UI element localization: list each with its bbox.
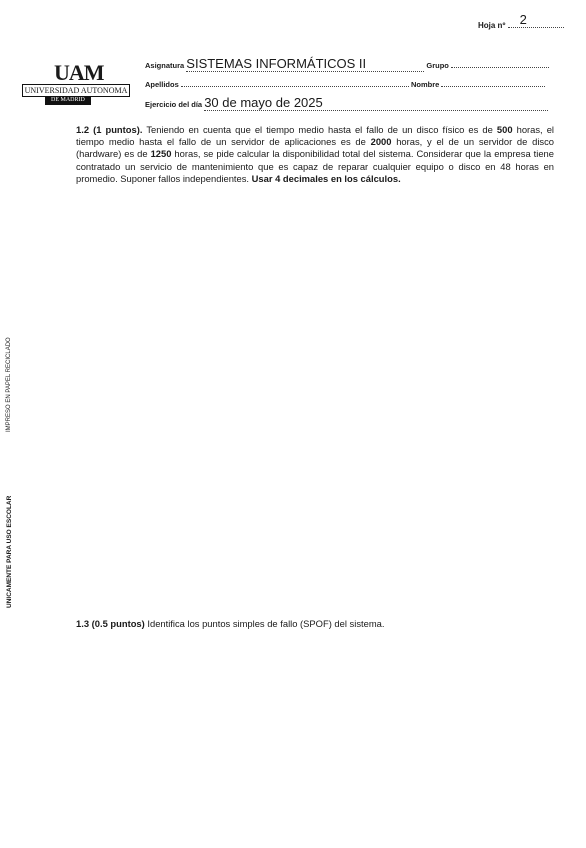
disk-mttf: 500 <box>496 124 513 135</box>
subject-label: Asignatura <box>145 61 185 70</box>
sheet-number-label: Hoja nº <box>478 21 506 30</box>
logo-university-name: UNIVERSIDAD AUTONOMA <box>22 84 130 97</box>
question-1-2-points: 1.2 (1 puntos). <box>76 124 143 135</box>
question-1-2-text: horas, se pide calcular la disponibilidad total del sistema. Considerar que la empresa tiene contratado un servicio de mantenimiento que es capaz de reparar cualquier equipo o disco en 48 horas en promedio. Suponer fallos independientes. <box>76 148 554 184</box>
surname-row <box>145 80 545 89</box>
surname-line <box>181 86 409 87</box>
question-1-3-points: 1.3 (0.5 puntos) <box>76 618 145 629</box>
question-1-2 <box>76 124 554 185</box>
name-line <box>441 86 545 87</box>
question-1-2-text: horas, el tiempo medio hasta el fallo de un servidor de aplicaciones es de <box>76 124 555 148</box>
question-1-3 <box>76 618 384 629</box>
subject-line <box>186 56 424 72</box>
surname-label: Apellidos <box>145 80 179 89</box>
app-server-mttf: 2000 <box>370 136 392 148</box>
exercise-date-line <box>204 95 548 111</box>
exercise-date-row <box>145 95 548 111</box>
sheet-number-value: 2 <box>519 12 527 27</box>
question-1-2-text: horas, y el de un servidor de disco (hardware) es de <box>76 136 554 160</box>
question-1-2-instruction: Usar 4 decimales en los cálculos. <box>251 172 401 184</box>
sheet-number-field <box>478 12 564 30</box>
subject-value: SISTEMAS INFORMÁTICOS II <box>186 56 367 71</box>
question-1-3-text: Identifica los puntos simples de fallo (SPOF) del sistema. <box>144 618 385 629</box>
name-label: Nombre <box>410 80 440 89</box>
question-1-2-text: Teniendo en cuenta que el tiempo medio hasta el fallo de un disco físico es de <box>146 124 497 135</box>
exercise-date-label: Ejercicio del día <box>145 100 203 109</box>
exercise-date-value: 30 de mayo de 2025 <box>204 95 323 110</box>
logo-city: DE MADRID <box>45 96 91 105</box>
university-logo <box>20 60 130 106</box>
sheet-number-line <box>508 12 564 28</box>
recycled-paper-note: IMPRESO EN PAPEL RECICLADO <box>6 337 12 432</box>
group-label: Grupo <box>426 61 449 70</box>
subject-row <box>145 56 549 72</box>
school-use-note: UNICAMENTE PARA USO ESCOLAR <box>6 495 13 608</box>
logo-acronym: UAM <box>54 60 104 85</box>
disk-server-mttf: 1250 <box>150 148 172 160</box>
group-line <box>451 67 549 68</box>
